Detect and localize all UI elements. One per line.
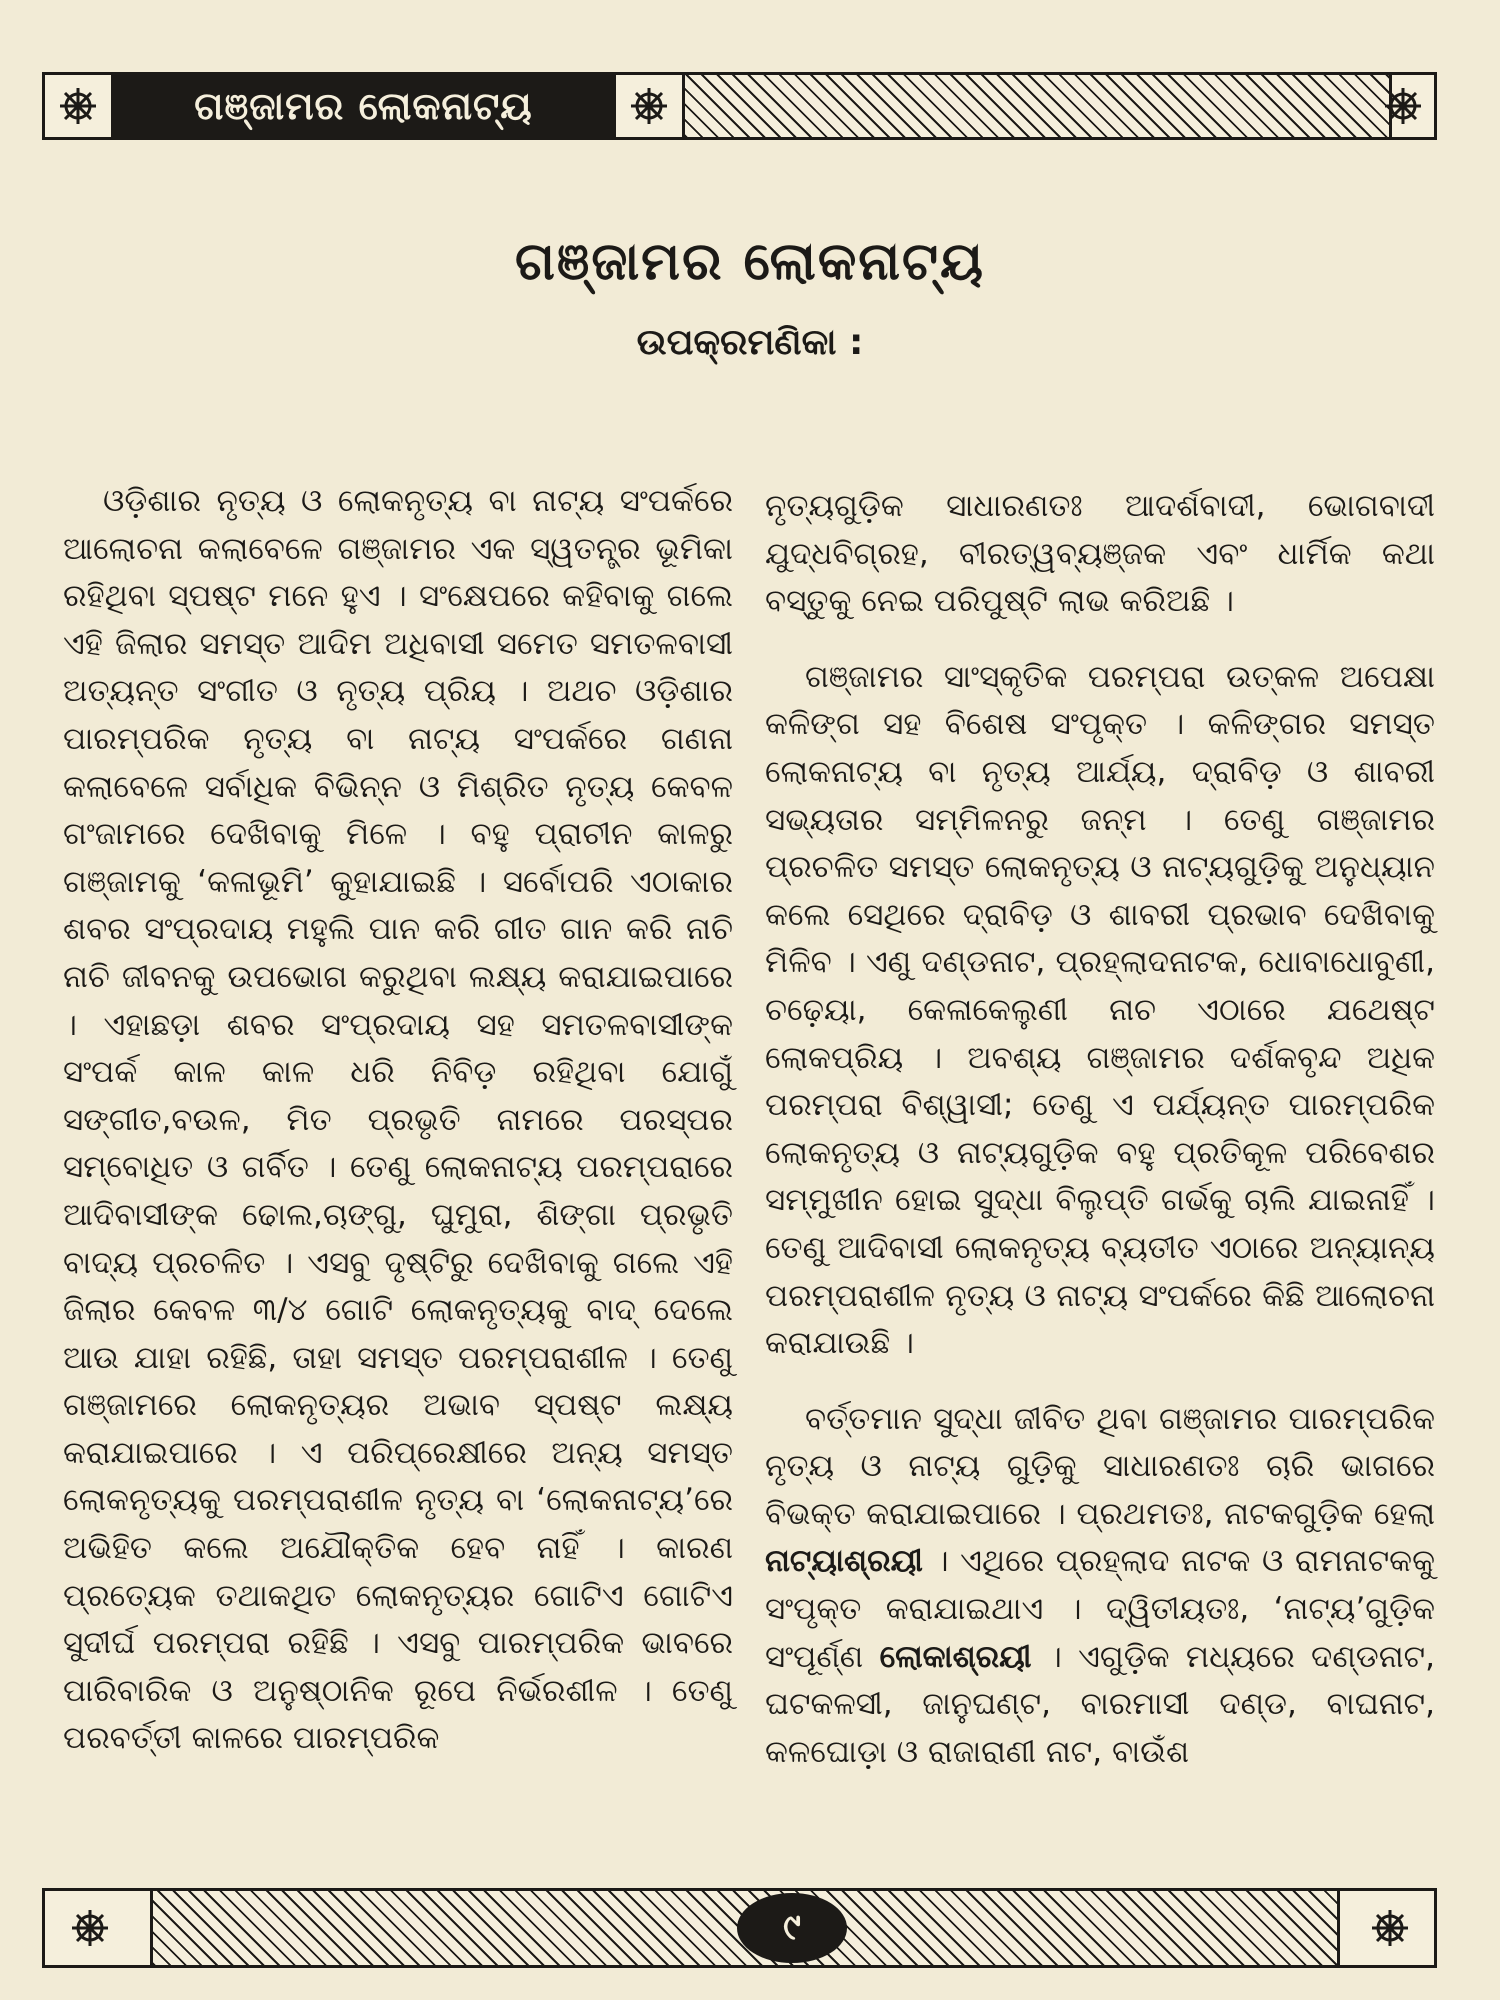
running-header: [42, 72, 1437, 140]
left-column: [63, 478, 733, 1785]
running-header-title: ଗଞ୍ଜାମର ଲୋକନାଟ୍ୟ: [111, 75, 616, 137]
hatched-ornament: [682, 75, 1392, 137]
paragraph-text: । ଏଗୁଡ଼ିକ ମଧ୍ୟରେ ଦଣ୍ଡନାଟ, ଘଟକଳସୀ, ଜାନୁଘଣ୍ଟ, ବାରମାସୀ ଦଣ୍ଡ, ବାଘନାଟ, କଳଘୋଡ଼ା ଓ ରାଜାରାଣୀ ନାଟ, ବାଉଁଶ: [765, 1638, 1435, 1770]
dharma-wheel-icon: [1345, 1891, 1435, 1965]
paragraph: ନୃତ୍ୟଗୁଡ଼ିକ ସାଧାରଣତଃ ଆଦର୍ଶବାଦୀ, ଭୋଗବାଦୀ ଯୁଦ୍ଧବିଗ୍ରହ, ବୀରତ୍ୱବ୍ୟଞ୍ଜକ ଏବଂ ଧାର୍ମିକ କଥା ବସ୍ତୁକୁ ନେଇ ପରିପୁଷ୍ଟି ଲାଭ କରିଅଛି ।: [765, 488, 1435, 620]
section-subtitle: ଉପକ୍ରମଣିକା :: [636, 322, 864, 363]
paragraph: ଓଡ଼ିଶାର ନୃତ୍ୟ ଓ ଲୋକନୃତ୍ୟ ବା ନାଟ୍ୟ ସଂପର୍କରେ ଆଲୋଚନା କଲାବେଳେ ଗଞ୍ଜାମର ଏକ ସ୍ୱତନ୍ତ୍ର ଭୂମିକା ରହିଥିବା ସ୍ପଷ୍ଟ ମନେ ହୁଏ । ସଂକ୍ଷେପରେ କହିବାକୁ ଗଲେ ଏହି ଜିଲାର ସମସ୍ତ ଆଦିମ ଅଧିବାସୀ ସମେତ ସମତଳବାସୀ ଅତ୍ୟନ୍ତ ସଂଗୀତ ଓ ନୃତ୍ୟ ପ୍ରିୟ । ଅଥଚ ଓଡ଼ିଶାର ପାରମ୍ପରିକ ନୃତ୍ୟ ବା ନାଟ୍ୟ ସଂପର୍କରେ ଗଣନା କଲାବେଳେ ସର୍ବାଧିକ ବିଭିନ୍ନ ଓ ମିଶ୍ରିତ ନୃତ୍ୟ କେବଳ ଗଂଜାମରେ ଦେଖିବାକୁ ମିଳେ । ବହୁ ପ୍ରାଚୀନ କାଳରୁ ଗଞ୍ଜାମକୁ ‘କଳାଭୂମି’ କୁହାଯାଇଛି । ସର୍ବୋପରି ଏଠାକାର ଶବର ସଂପ୍ରଦାୟ ମହୁଲି ପାନ କରି ଗୀତ ଗାନ କରି ନାଚି ନାଚି ଜୀବନକୁ ଉପଭୋଗ କରୁଥିବା ଲକ୍ଷ୍ୟ କରାଯାଇପାରେ । ଏହାଛଡ଼ା ଶବର ସଂପ୍ରଦାୟ ସହ ସମତଳବାସୀଙ୍କ ସଂପର୍କ କାଳ କାଳ ଧରି ନିବିଡ଼ ରହିଥିବା ଯୋଗୁଁ ସଙ୍ଗୀତ,ବଉଳ, ମିତ ପ୍ରଭୃତି ନାମରେ ପରସ୍ପର ସମ୍ବୋଧିତ ଓ ଗର୍ବିତ । ତେଣୁ ଲୋକନାଟ୍ୟ ପରମ୍ପରାରେ ଆଦିବାସୀଙ୍କ ଢୋଲ,ଚାଙ୍ଗୁ, ଘୁମୁରା, ଶିଙ୍ଗା ପ୍ରଭୃତି ବାଦ୍ୟ ପ୍ରଚଳିତ । ଏସବୁ ଦୃଷ୍ଟିରୁ ଦେଖିବାକୁ ଗଲେ ଏହି ଜିଲାର କେବଳ ୩/୪ ଗୋଟି ଲୋକନୃତ୍ୟକୁ ବାଦ୍ ଦେଲେ ଆଉ ଯାହା ରହିଛି, ତାହା ସମସ୍ତ ପରମ୍ପରାଶୀଳ । ତେଣୁ ଗଞ୍ଜାମରେ ଲୋକନୃତ୍ୟର ଅଭାବ ସ୍ପଷ୍ଟ ଲକ୍ଷ୍ୟ କରାଯାଇପାରେ । ଏ ପରିପ୍ରେକ୍ଷୀରେ ଅନ୍ୟ ସମସ୍ତ ଲୋକନୃତ୍ୟକୁ ପରମ୍ପରାଶୀଳ ନୃତ୍ୟ ବା ‘ଲୋକନାଟ୍ୟ’ରେ ଅଭିହିତ କଲେ ଅଯୌକ୍ତିକ ହେବ ନାହିଁ । କାରଣ ପ୍ରତ୍ୟେକ ତଥାକଥିତ ଲୋକନୃତ୍ୟର ଗୋଟିଏ ଗୋଟିଏ ସୁଦୀର୍ଘ ପରମ୍ପରା ରହିଛି । ଏସବୁ ପାରମ୍ପରିକ ଭାବରେ ପାରିବାରିକ ଓ ଅନୁଷ୍ଠାନିକ ରୂପେ ନିର୍ଭରଶୀଳ । ତେଣୁ ପରବର୍ତ୍ତୀ କାଳରେ ପାରମ୍ପରିକ: [63, 483, 733, 1757]
dharma-wheel-icon: [616, 75, 682, 137]
right-column: [765, 483, 1435, 1804]
term-natyashrayi: ନାଟ୍ୟାଶ୍ରୟୀ: [765, 1543, 923, 1580]
dharma-wheel-icon: [45, 75, 111, 137]
dharma-wheel-icon: [1370, 75, 1436, 137]
paragraph: [765, 1396, 1435, 1777]
paragraph-text: ବର୍ତ୍ତମାନ ସୁଦ୍ଧା ଜୀବିତ ଥିବା ଗଞ୍ଜାମର ପାରମ୍ପରିକ ନୃତ୍ୟ ଓ ନାଟ୍ୟ ଗୁଡ଼ିକୁ ସାଧାରଣତଃ ଚାରି ଭାଗରେ ବିଭକ୍ତ କରାଯାଇପାରେ । ପ୍ରଥମତଃ, ନାଟକଗୁଡ଼ିକ ହେଲା: [765, 1400, 1435, 1532]
page-title: ଗଞ୍ଜାମର ଲୋକନାଟ୍ୟ: [515, 232, 985, 292]
term-lokashrayi: ଲୋକାଶ୍ରୟୀ: [879, 1638, 1032, 1675]
running-footer: [42, 1888, 1437, 1968]
paragraph: ଗଞ୍ଜାମର ସାଂସ୍କୃତିକ ପରମ୍ପରା ଉତ୍କଳ ଅପେକ୍ଷା କଳିଙ୍ଗ ସହ ବିଶେଷ ସଂପୃକ୍ତ । କଳିଙ୍ଗର ସମସ୍ତ ଲୋକନାଟ୍ୟ ବା ନୃତ୍ୟ ଆର୍ଯ୍ୟ, ଦ୍ରାବିଡ଼ ଓ ଶାବରୀ ସଭ୍ୟତାର ସମ୍ମିଳନରୁ ଜନ୍ମ । ତେଣୁ ଗଞ୍ଜାମର ପ୍ରଚଳିତ ସମସ୍ତ ଲୋକନୃତ୍ୟ ଓ ନାଟ୍ୟଗୁଡ଼ିକୁ ଅନୁଧ୍ୟାନ କଲେ ସେଥିରେ ଦ୍ରାବିଡ଼ ଓ ଶାବରୀ ପ୍ରଭାବ ଦେଖିବାକୁ ମିଳିବ । ଏଣୁ ଦଣ୍ଡନାଟ, ପ୍ରହ୍ଲାଦନାଟକ, ଧୋବାଧୋବୁଣୀ, ଚଢ଼େୟା, କେଳାକେଲୁଣୀ ନାଚ ଏଠାରେ ଯଥେଷ୍ଟ ଲୋକପ୍ରିୟ । ଅବଶ୍ୟ ଗଞ୍ଜାମର ଦର୍ଶକବୃନ୍ଦ ଅଧିକ ପରମ୍ପରା ବିଶ୍ୱାସୀ; ତେଣୁ ଏ ପର୍ଯ୍ୟନ୍ତ ପାରମ୍ପରିକ ଲୋକନୃତ୍ୟ ଓ ନାଟ୍ୟଗୁଡ଼ିକ ବହୁ ପ୍ରତିକୂଳ ପରିବେଶର ସମ୍ମୁଖୀନ ହୋଇ ସୁଦ୍ଧା ବିଲୁପ୍ତି ଗର୍ଭକୁ ଚାଲି ଯାଇନାହିଁ । ତେଣୁ ଆଦିବାସୀ ଲୋକନୃତ୍ୟ ବ୍ୟତୀତ ଏଠାରେ ଅନ୍ୟାନ୍ୟ ପରମ୍ପରାଶୀଳ ନୃତ୍ୟ ଓ ନାଟ୍ୟ ସଂପର୍କରେ କିଛି ଆଲୋଚନା କରାଯାଉଛି ।: [765, 658, 1435, 1362]
dharma-wheel-icon: [45, 1891, 135, 1965]
page-number: ୯: [737, 1893, 847, 1963]
paragraph-text: । ଏଥିରେ ପ୍ରହ୍ଲାଦ ନାଟକ ଓ ରାମନାଟକକୁ ସଂପୃକ୍ତ କରାଯାଇଥାଏ । ଦ୍ୱିତୀୟତଃ, ‘ନାଟ୍ୟ’ଗୁଡ଼ିକ ସଂପୂର୍ଣ୍ଣ: [765, 1543, 1435, 1675]
